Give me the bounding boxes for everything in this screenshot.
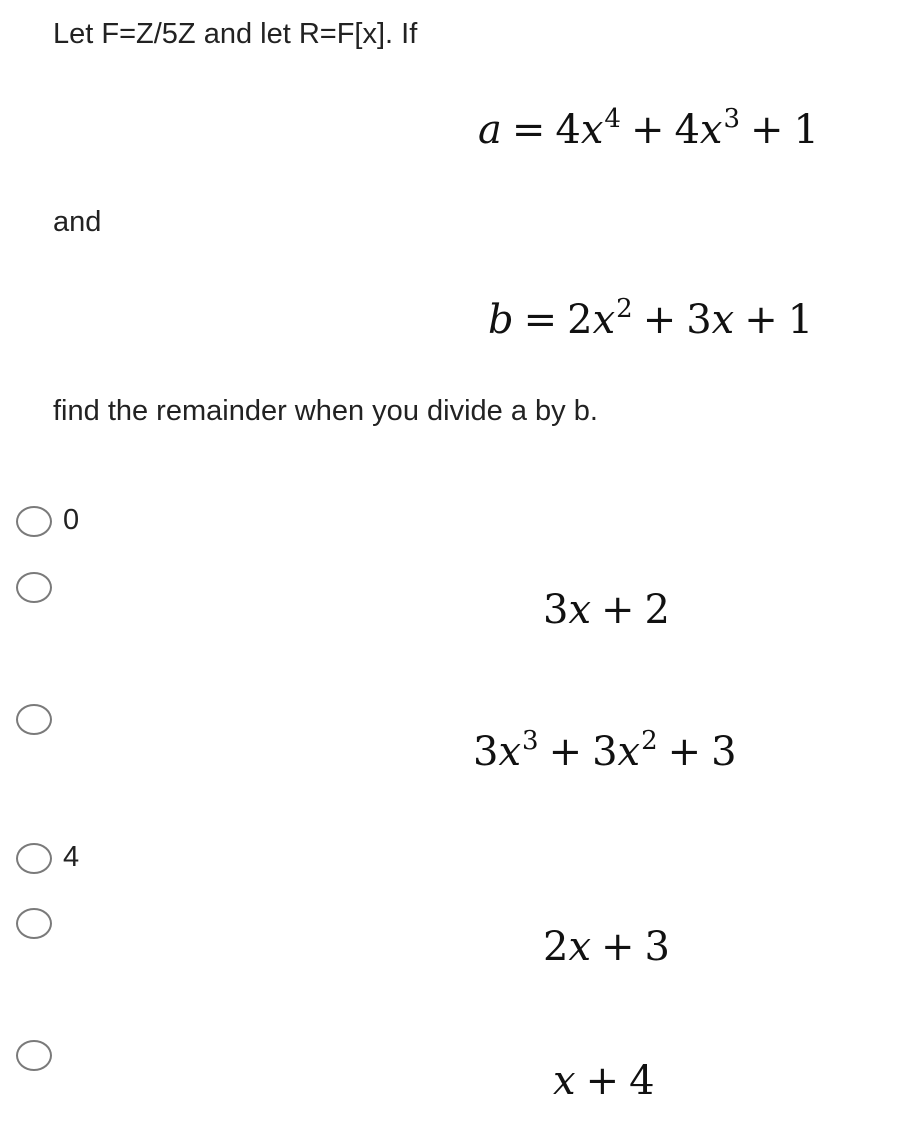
opt2-const: 2 [644,587,670,633]
and-text: and [53,206,102,238]
question-prompt: find the remainder when you divide a by b. [53,395,598,427]
option-2-expression[interactable] [543,586,670,634]
opt2-plus: + [601,587,635,633]
eq-b-var1: x [592,297,616,343]
eq-b-plus1: + [642,297,677,343]
option-3-expression[interactable] [473,728,737,776]
eq-b-equals: = [523,297,558,343]
opt6-const: 4 [629,1058,655,1104]
eq-b-coef1: 2 [567,297,593,343]
eq-b-const: 1 [787,297,814,343]
opt3-var2: x [617,729,641,775]
eq-a-const: 1 [793,107,819,153]
option-5-radio[interactable] [16,908,52,939]
eq-a-exp1: 4 [604,104,621,134]
option-1-radio[interactable] [16,506,52,537]
equation-a [478,106,819,154]
eq-b-var2: x [711,297,735,343]
opt2-var: x [568,587,592,633]
eq-a-plus2: + [750,107,784,153]
option-6-radio[interactable] [16,1040,52,1071]
eq-a-var1: x [580,107,604,153]
opt6-plus: + [585,1058,620,1104]
eq-b-plus2: + [744,297,778,343]
opt3-plus2: + [667,729,702,775]
eq-a-exp2: 3 [723,104,741,134]
option-3-radio[interactable] [16,704,52,735]
opt3-exp1: 3 [522,726,539,756]
option-4-radio[interactable] [16,843,52,874]
option-4-label[interactable]: 4 [63,841,80,873]
eq-a-lhs: a [478,107,502,153]
eq-b-lhs: b [488,297,514,343]
opt5-var: x [568,924,592,970]
eq-b-exp1: 2 [616,294,633,324]
option-5-expression[interactable] [543,923,670,971]
opt3-var1: x [498,729,522,775]
equation-b [488,296,813,344]
eq-a-var2: x [699,107,723,153]
option-6-expression[interactable] [553,1057,655,1105]
opt2-coef: 3 [543,587,569,633]
eq-b-coef2: 3 [686,297,712,343]
eq-a-plus1: + [630,107,665,153]
opt3-const: 3 [711,729,737,775]
opt6-var: x [553,1058,576,1104]
eq-a-equals: = [511,107,546,153]
opt5-plus: + [601,924,635,970]
eq-a-coef2: 4 [674,107,700,153]
opt3-coef2: 3 [592,729,618,775]
opt5-const: 3 [644,924,670,970]
question-intro: Let F=Z/5Z and let R=F[x]. If [53,18,418,50]
opt3-plus1: + [548,729,583,775]
option-2-radio[interactable] [16,572,52,603]
option-1-label[interactable]: 0 [63,504,80,536]
opt3-coef1: 3 [473,729,499,775]
opt3-exp2: 2 [641,726,658,756]
opt5-coef: 2 [543,924,569,970]
eq-a-coef1: 4 [555,107,581,153]
